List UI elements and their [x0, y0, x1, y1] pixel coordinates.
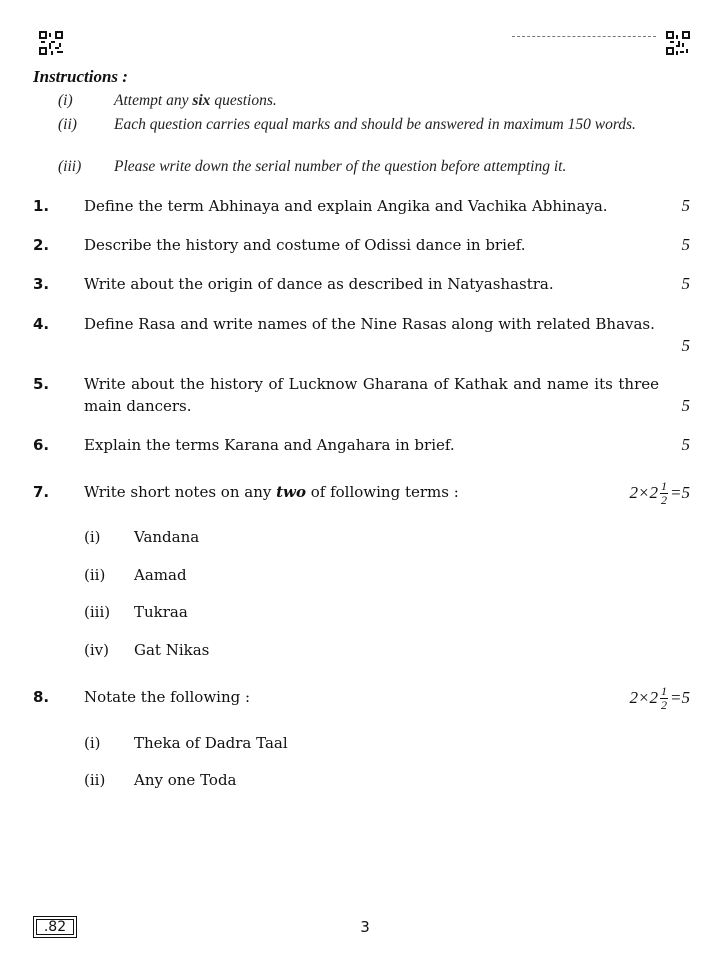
sub-item-number: (i) — [84, 734, 101, 752]
question-text: Write about the history of Lucknow Gharana of Kathak and name its three main dancers. — [84, 375, 659, 415]
question-text: Define Rasa and write names of the Nine Rasas along with related Bhavas. — [84, 315, 655, 333]
sub-item-number: (ii) — [84, 566, 106, 584]
question-marks: 5 — [681, 336, 690, 355]
sub-item-text: Theka of Dadra Taal — [134, 734, 288, 752]
sub-item-text: Gat Nikas — [134, 641, 210, 659]
question-text: Write about the origin of dance as described in Natyashastra. — [84, 275, 554, 293]
instruction-text: Please write down the serial number of the question before attempting it. — [114, 158, 567, 175]
question-number: 2. — [33, 236, 50, 254]
question-number: 3. — [33, 275, 50, 293]
page-number: 3 — [360, 918, 370, 936]
question-marks: 5 — [681, 274, 690, 293]
question-number: 6. — [33, 436, 50, 454]
instruction-text: Attempt any six questions. — [114, 92, 277, 109]
question-number: 7. — [33, 483, 50, 501]
question-marks: 2×2 $\frac{1}{2}$ =5 — [629, 683, 690, 712]
sub-item-text: Aamad — [134, 566, 187, 584]
instructions-title: Instructions : — [33, 67, 128, 86]
sub-item-number: (i) — [84, 528, 101, 546]
fraction: $\frac{1}{2}$ — [661, 683, 668, 712]
fraction: $\frac{1}{2}$ — [661, 478, 668, 507]
question-marks: 2×2 $\frac{1}{2}$ =5 — [629, 478, 690, 507]
question-number: 8. — [33, 688, 50, 706]
paper-code: .82 — [43, 919, 67, 935]
question-text: Notate the following : — [84, 688, 251, 706]
instruction-text: Each question carries equal marks and should be answered in maximum 150 words. — [114, 116, 636, 133]
question-text: Explain the terms Karana and Angahara in brief. — [84, 436, 455, 454]
sub-item-number: (iv) — [84, 641, 109, 659]
question-number: 5. — [33, 375, 50, 393]
question-text: Define the term Abhinaya and explain Angika and Vachika Abhinaya. — [84, 197, 608, 215]
sub-item-text: Vandana — [134, 528, 200, 546]
question-marks: 5 — [681, 235, 690, 254]
question-number: 4. — [33, 315, 50, 333]
sub-item-text: Tukraa — [134, 603, 188, 621]
instruction-number: (iii) — [58, 158, 82, 175]
question-text: Describe the history and costume of Odissi dance in brief. — [84, 236, 526, 254]
paper-code-box — [33, 916, 77, 938]
question-text: Write short notes on any two of following terms : — [84, 483, 459, 501]
sub-item-text: Any one Toda — [134, 771, 237, 789]
instruction-number: (ii) — [58, 116, 77, 133]
instruction-emphasis: six — [192, 92, 211, 109]
sub-item-number: (ii) — [84, 771, 106, 789]
question-marks: 5 — [681, 196, 690, 215]
qr-code-icon — [39, 31, 63, 55]
question-number: 1. — [33, 197, 50, 215]
header-divider — [512, 36, 656, 37]
qr-code-icon — [666, 31, 690, 55]
instruction-number: (i) — [58, 92, 73, 109]
sub-item-number: (iii) — [84, 603, 111, 621]
question-emphasis: two — [276, 483, 306, 501]
question-marks: 5 — [681, 435, 690, 454]
question-marks: 5 — [681, 396, 690, 415]
